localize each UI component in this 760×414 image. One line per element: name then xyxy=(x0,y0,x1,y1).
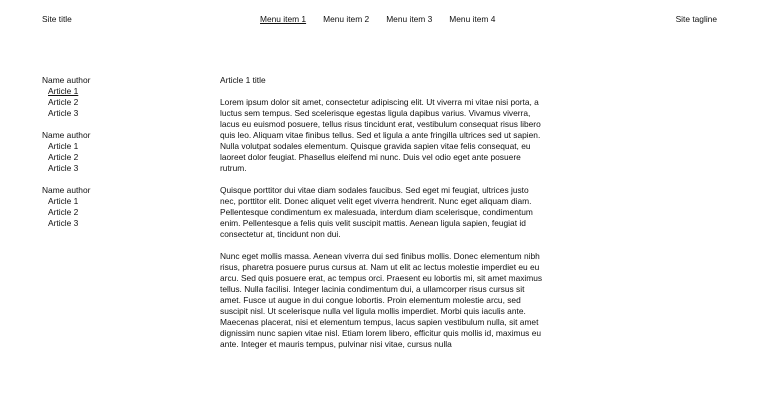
main-menu xyxy=(260,14,495,25)
sidebar-article-2-3[interactable]: Article 3 xyxy=(48,163,79,173)
article-paragraph-3: Nunc eget mollis massa. Aenean viverra dui sed finibus mollis. Donec elementum nibh risus, pharetra posuere purus cursus at. Nam ut elit ac lectus molestie imperdiet eu eu arcu. Sed quis posuere erat, ac tempus orci. Praesent eu lobortis mi, sit amet maximus tellus. Nulla facilisi. Integer lacinia condimentum dui, a ullamcorper risus cursus sit amet. Fusce ut augue in dui congue lobortis. Proin elementum molestie arcu, sed suscipit nisl. Ut scelerisque nulla vel ligula mollis imperdiet. Morbi quis iaculis ante. Maecenas placerat, nisi et elementum tempus, lacus sapien vestibulum nulla, sit amet dignissim nunc sapien vitae nisl. Etiam lorem libero, efficitur quis mollis id, maximus eu ante. Integer et mauris tempus, pulvinar nisi vitae, cursus nulla xyxy=(220,251,543,349)
site-header xyxy=(0,0,760,40)
menu-item-2[interactable]: Menu item 2 xyxy=(323,14,370,24)
sidebar-article-3-1[interactable]: Article 1 xyxy=(48,196,79,206)
site-title[interactable]: Site title xyxy=(42,14,72,24)
author-group-3 xyxy=(42,185,192,229)
author-name: Name author xyxy=(42,185,91,195)
sidebar-article-2-1[interactable]: Article 1 xyxy=(48,141,79,151)
sidebar-article-3-3[interactable]: Article 3 xyxy=(48,218,79,228)
article-title: Article 1 title xyxy=(220,75,266,85)
author-group-2 xyxy=(42,130,192,174)
sidebar-article-3-2[interactable]: Article 2 xyxy=(48,207,79,217)
article-content xyxy=(220,75,546,361)
article-paragraph-2: Quisque porttitor dui vitae diam sodales faucibus. Sed eget mi feugiat, ultrices justo nec, porttitor elit. Donec aliquet velit eget viverra hendrerit. Nunc eget aliquam diam. Pellentesque condimentum ex malesuada, interdum diam scelerisque, condimentum enim. Pellentesque a felis quis velit suscipit mattis. Aenean ligula sapien, feugiat id consectetur at, tincidunt non dui. xyxy=(220,185,533,239)
author-name: Name author xyxy=(42,130,91,140)
sidebar-article-1-2[interactable]: Article 2 xyxy=(48,97,79,107)
author-name: Name author xyxy=(42,75,91,85)
sidebar-article-1-1[interactable]: Article 1 xyxy=(48,86,79,96)
menu-item-1[interactable]: Menu item 1 xyxy=(260,14,307,24)
sidebar-article-2-2[interactable]: Article 2 xyxy=(48,152,79,162)
author-group-1 xyxy=(42,75,192,119)
menu-item-4[interactable]: Menu item 4 xyxy=(449,14,496,24)
sidebar-article-1-3[interactable]: Article 3 xyxy=(48,108,79,118)
article-paragraph-1: Lorem ipsum dolor sit amet, consectetur adipiscing elit. Ut viverra mi vitae nisi porta, a luctus sem tempus. Sed scelerisque egestas ligula dapibus varius. Vivamus viverra, lacus eu euismod posuere, tellus risus tincidunt erat, vestibulum consequat risus libero quis leo. Aliquam vitae finibus tellus. Sed et ligula a ante fringilla ultrices sed ut sapien. Nulla volutpat sodales elementum. Quisque gravida sapien vitae felis consequat, eu laoreet dolor feugiat. Phasellus eleifend mi nunc. Duis vel odio eget ante posuere rutrum. xyxy=(220,97,541,173)
menu-item-3[interactable]: Menu item 3 xyxy=(386,14,433,24)
sidebar xyxy=(42,75,192,240)
site-tagline: Site tagline xyxy=(675,14,717,24)
